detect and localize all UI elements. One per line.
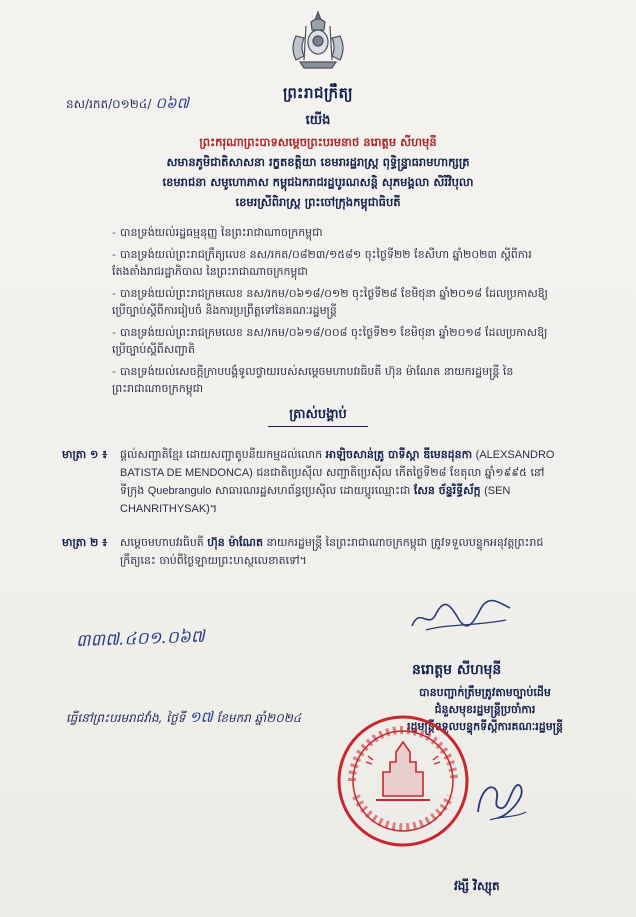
king-name: នរោត្តម សីហមុនី xyxy=(412,662,502,678)
minister-signature-icon xyxy=(470,772,530,826)
prime-minister-name: ហ៊ុន ម៉ាណែត xyxy=(207,536,263,549)
article-label: មាត្រា ១ ៖ xyxy=(62,448,108,461)
registry-number-handwritten: ៣៣៧.៤០១.០៦៧ xyxy=(75,626,206,652)
article-label: មាត្រា ២ ៖ xyxy=(62,536,108,549)
recital-item: - បានទ្រង់យល់ព្រះរាជក្រមលេខ នស/រកម/០៦១៨/០១២ ចុះថ្ងៃទី២៨ ខែមិថុនា ឆ្នាំ២០១៨ ដែលប្រកាសឱ្យប្រើច្បាប់ស្ដីពីការរៀបចំ និងការប្រព្រឹត្តទៅនៃគណៈរដ្ឋមន្ត្រី xyxy=(112,287,548,317)
recital-item: - បានទ្រង់យល់សេចក្ដីក្រាបបង្គំទូលថ្វាយរបស់សម្ដេចមហាបវរធិបតី ហ៊ុន ម៉ាណែត នាយករដ្ឋមន្ត្រី នៃព្រះរាជាណាចក្រកម្ពុជា xyxy=(112,365,514,395)
countersign-line: ជំនួសមុខរដ្ឋមន្ត្រីប្រចាំការ xyxy=(434,703,536,716)
article-2 xyxy=(62,534,562,570)
new-name-latin: (SEN CHANRITHYSAK) xyxy=(120,485,511,515)
official-seal-icon xyxy=(332,712,474,850)
preamble-we: យើង xyxy=(305,113,331,128)
countersign-line: បានបញ្ជាក់ត្រឹមត្រូវតាមច្បាប់ដើម xyxy=(419,686,551,699)
decree-number-prefix: នស/រកត/០១២៤/ xyxy=(66,97,152,111)
recital-item: - បានទ្រង់យល់ព្រះរាជក្រមលេខ នស/រកម/០៦១៨/០០៨ ចុះថ្ងៃទី២១ ខែមិថុនា ឆ្នាំ២០១៨ ដែលប្រកាសឱ្យប្រើច្បាប់ស្ដីពីសញ្ជាតិ xyxy=(112,326,548,356)
royal-title-line: ខេមរាជនា សមូហោភាស កម្ពុជឯករាជរដ្ឋបូរណសន្តិ សុភមង្គលា សិរីវិបុលា xyxy=(162,175,474,189)
recital-item: - បានទ្រង់យល់ព្រះរាជក្រឹត្យលេខ នស/រកត/០៨២៣/១៥៨១ ចុះថ្ងៃទី២២ ខែសីហា ឆ្នាំ២០២៣ ស្ដីពីការតែងតាំងរាជរដ្ឋាភិបាល នៃព្រះរាជាណាចក្រកម្ពុជា xyxy=(112,248,532,278)
decree-number-handwritten: ០៦៧ xyxy=(155,94,189,112)
decide-heading: ត្រាស់បង្គាប់ xyxy=(289,407,347,422)
royal-signature-icon xyxy=(406,596,516,636)
day-handwritten: ១៧ xyxy=(189,708,213,726)
minister-name: វង្សី វិស្សុត xyxy=(454,879,500,893)
recitals-list xyxy=(112,224,552,402)
person-name-khmer: អាឡិចសាន់ត្រូ បាទីស្តា ឌីមេនដុនកា xyxy=(325,448,473,461)
recital-item: - បានទ្រង់យល់រដ្ឋធម្មនុញ្ញ នៃព្រះរាជាណាចក្រកម្ពុជា xyxy=(112,226,323,239)
place-and-date: ធ្វើនៅព្រះបរមរាជវាំង, ថ្ងៃទី ១៧ ខែមករា ឆ្នាំ២០២៤ xyxy=(66,708,302,726)
person-name-latin: (ALEXSANDRO BATISTA DE MENDONCA) xyxy=(120,449,555,479)
countersign-line: រដ្ឋមន្ត្រីទទួលបន្ទុកទីស្ដីការគណៈរដ្ឋមន្ត្រី xyxy=(406,720,563,733)
decide-underline xyxy=(268,426,368,427)
royal-titles xyxy=(100,132,536,212)
royal-coat-of-arms-icon xyxy=(284,8,352,74)
royal-title-line: ខេមរស្រីពិរាស្ត្រ ព្រះចៅក្រុងកម្ពុជាធិបតី xyxy=(235,195,401,209)
royal-title-line: ព្រះករុណាព្រះបាទសម្ដេចព្រះបរមនាថ នរោត្តម សីហមុនី xyxy=(199,135,437,149)
article-body: សម្ដេចមហាបវរធិបតី ហ៊ុន ម៉ាណែត នាយករដ្ឋមន្ត្រី នៃព្រះរាជាណាចក្រកម្ពុជា ត្រូវទទួលបន្ទុកអនុវត្តព្រះរាជក្រឹត្យនេះ ចាប់ពីថ្ងៃឡាយព្រះហស្ថលេខាតទៅ។ xyxy=(120,536,544,567)
birth-city: Quebrangulo xyxy=(147,485,212,497)
document-type-title: ព្រះរាជក្រឹត្យ xyxy=(282,84,354,102)
new-name-khmer: សែន ច័ន្ទរិទ្ធីស័ក្ក xyxy=(413,484,481,497)
article-body: ផ្ដល់សញ្ជាតិខ្មែរ ដោយសញ្ជាតូបនីយកម្មដល់លោក អាឡិចសាន់ត្រូ បាទីស្តា ឌីមេនដុនកា (ALEXSANDRO BATISTA DE MENDONCA) ជនជាតិប្រេស៊ីល សញ្ជាតិប្រេស៊ីល កើតថ្ងៃទី២៨ ខែតុលា ឆ្នាំ១៩៩៥ នៅទីក្រុង Quebrangulo សាធារណរដ្ឋសហព័ន្ធប្រេស៊ីល ដោយប្ដូរឈ្មោះជា សែន ច័ន្ទរិទ្ធីស័ក្ក (SEN CHANRITHYSAK)។ xyxy=(120,448,555,515)
royal-title-line: សមានភូមិជាតិសាសនា រក្ខតខត្តិយា ខេមរារដ្ឋរាស្ត្រ ពុទ្ធិន្ទ្រាធរាមហាក្សត្រ xyxy=(166,155,470,169)
article-1 xyxy=(62,446,562,518)
